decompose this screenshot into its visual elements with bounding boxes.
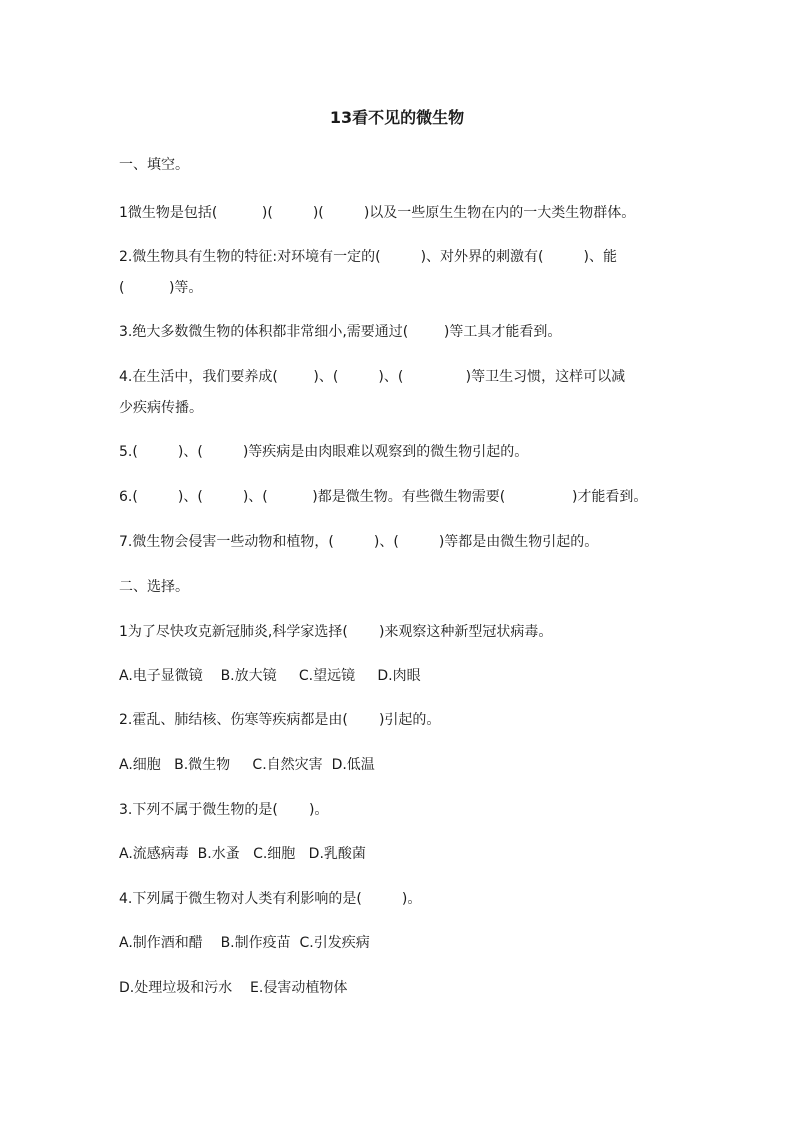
question-line: 5.( )、( )等疾病是由肉眼难以观察到的微生物引起的。 [119, 444, 529, 460]
option-line: A.制作酒和醋 B.制作疫苗 C.引发疾病 [119, 935, 370, 951]
option-line: A.电子显微镜 B.放大镜 C.望远镜 D.肉眼 [119, 668, 421, 684]
question-line: 3.下列不属于微生物的是( )。 [119, 802, 329, 818]
question-line: 7.微生物会侵害一些动物和植物，( )、( )等都是由微生物引起的。 [119, 534, 599, 550]
question-line: 2.微生物具有生物的特征:对环境有一定的( )、对外界的刺激有( )、能 [119, 249, 618, 265]
option-line: A.细胞 B.微生物 C.自然灾害 D.低温 [119, 757, 375, 773]
question-line: 1为了尽快攻克新冠肺炎,科学家选择( )来观察这种新型冠状病毒。 [119, 624, 553, 640]
option-line: D.处理垃圾和污水 E.侵害动植物体 [119, 980, 348, 996]
question-line: 4.下列属于微生物对人类有利影响的是( )。 [119, 891, 422, 907]
question-line: 3.绝大多数微生物的体积都非常细小,需要通过( )等工具才能看到。 [119, 324, 562, 340]
section-heading-choice: 二、选择。 [119, 579, 189, 595]
question-line: ( )等。 [119, 280, 203, 296]
section-heading-fill-in: 一、填空。 [119, 157, 189, 173]
question-line: 4.在生活中，我们要养成( )、( )、( )等卫生习惯，这样可以减 [119, 369, 626, 385]
question-line: 2.霍乱、肺结核、伤寒等疾病都是由( )引起的。 [119, 712, 441, 728]
question-line: 少疾病传播。 [119, 400, 203, 416]
option-line: A.流感病毒 B.水蚤 C.细胞 D.乳酸菌 [119, 846, 366, 862]
question-line: 6.( )、( )、( )都是微生物。有些微生物需要( )才能看到。 [119, 489, 648, 505]
page-title: 13看不见的微生物 [329, 108, 465, 127]
question-line: 1微生物是包括( )( )( )以及一些原生生物在内的一大类生物群体。 [119, 205, 636, 221]
